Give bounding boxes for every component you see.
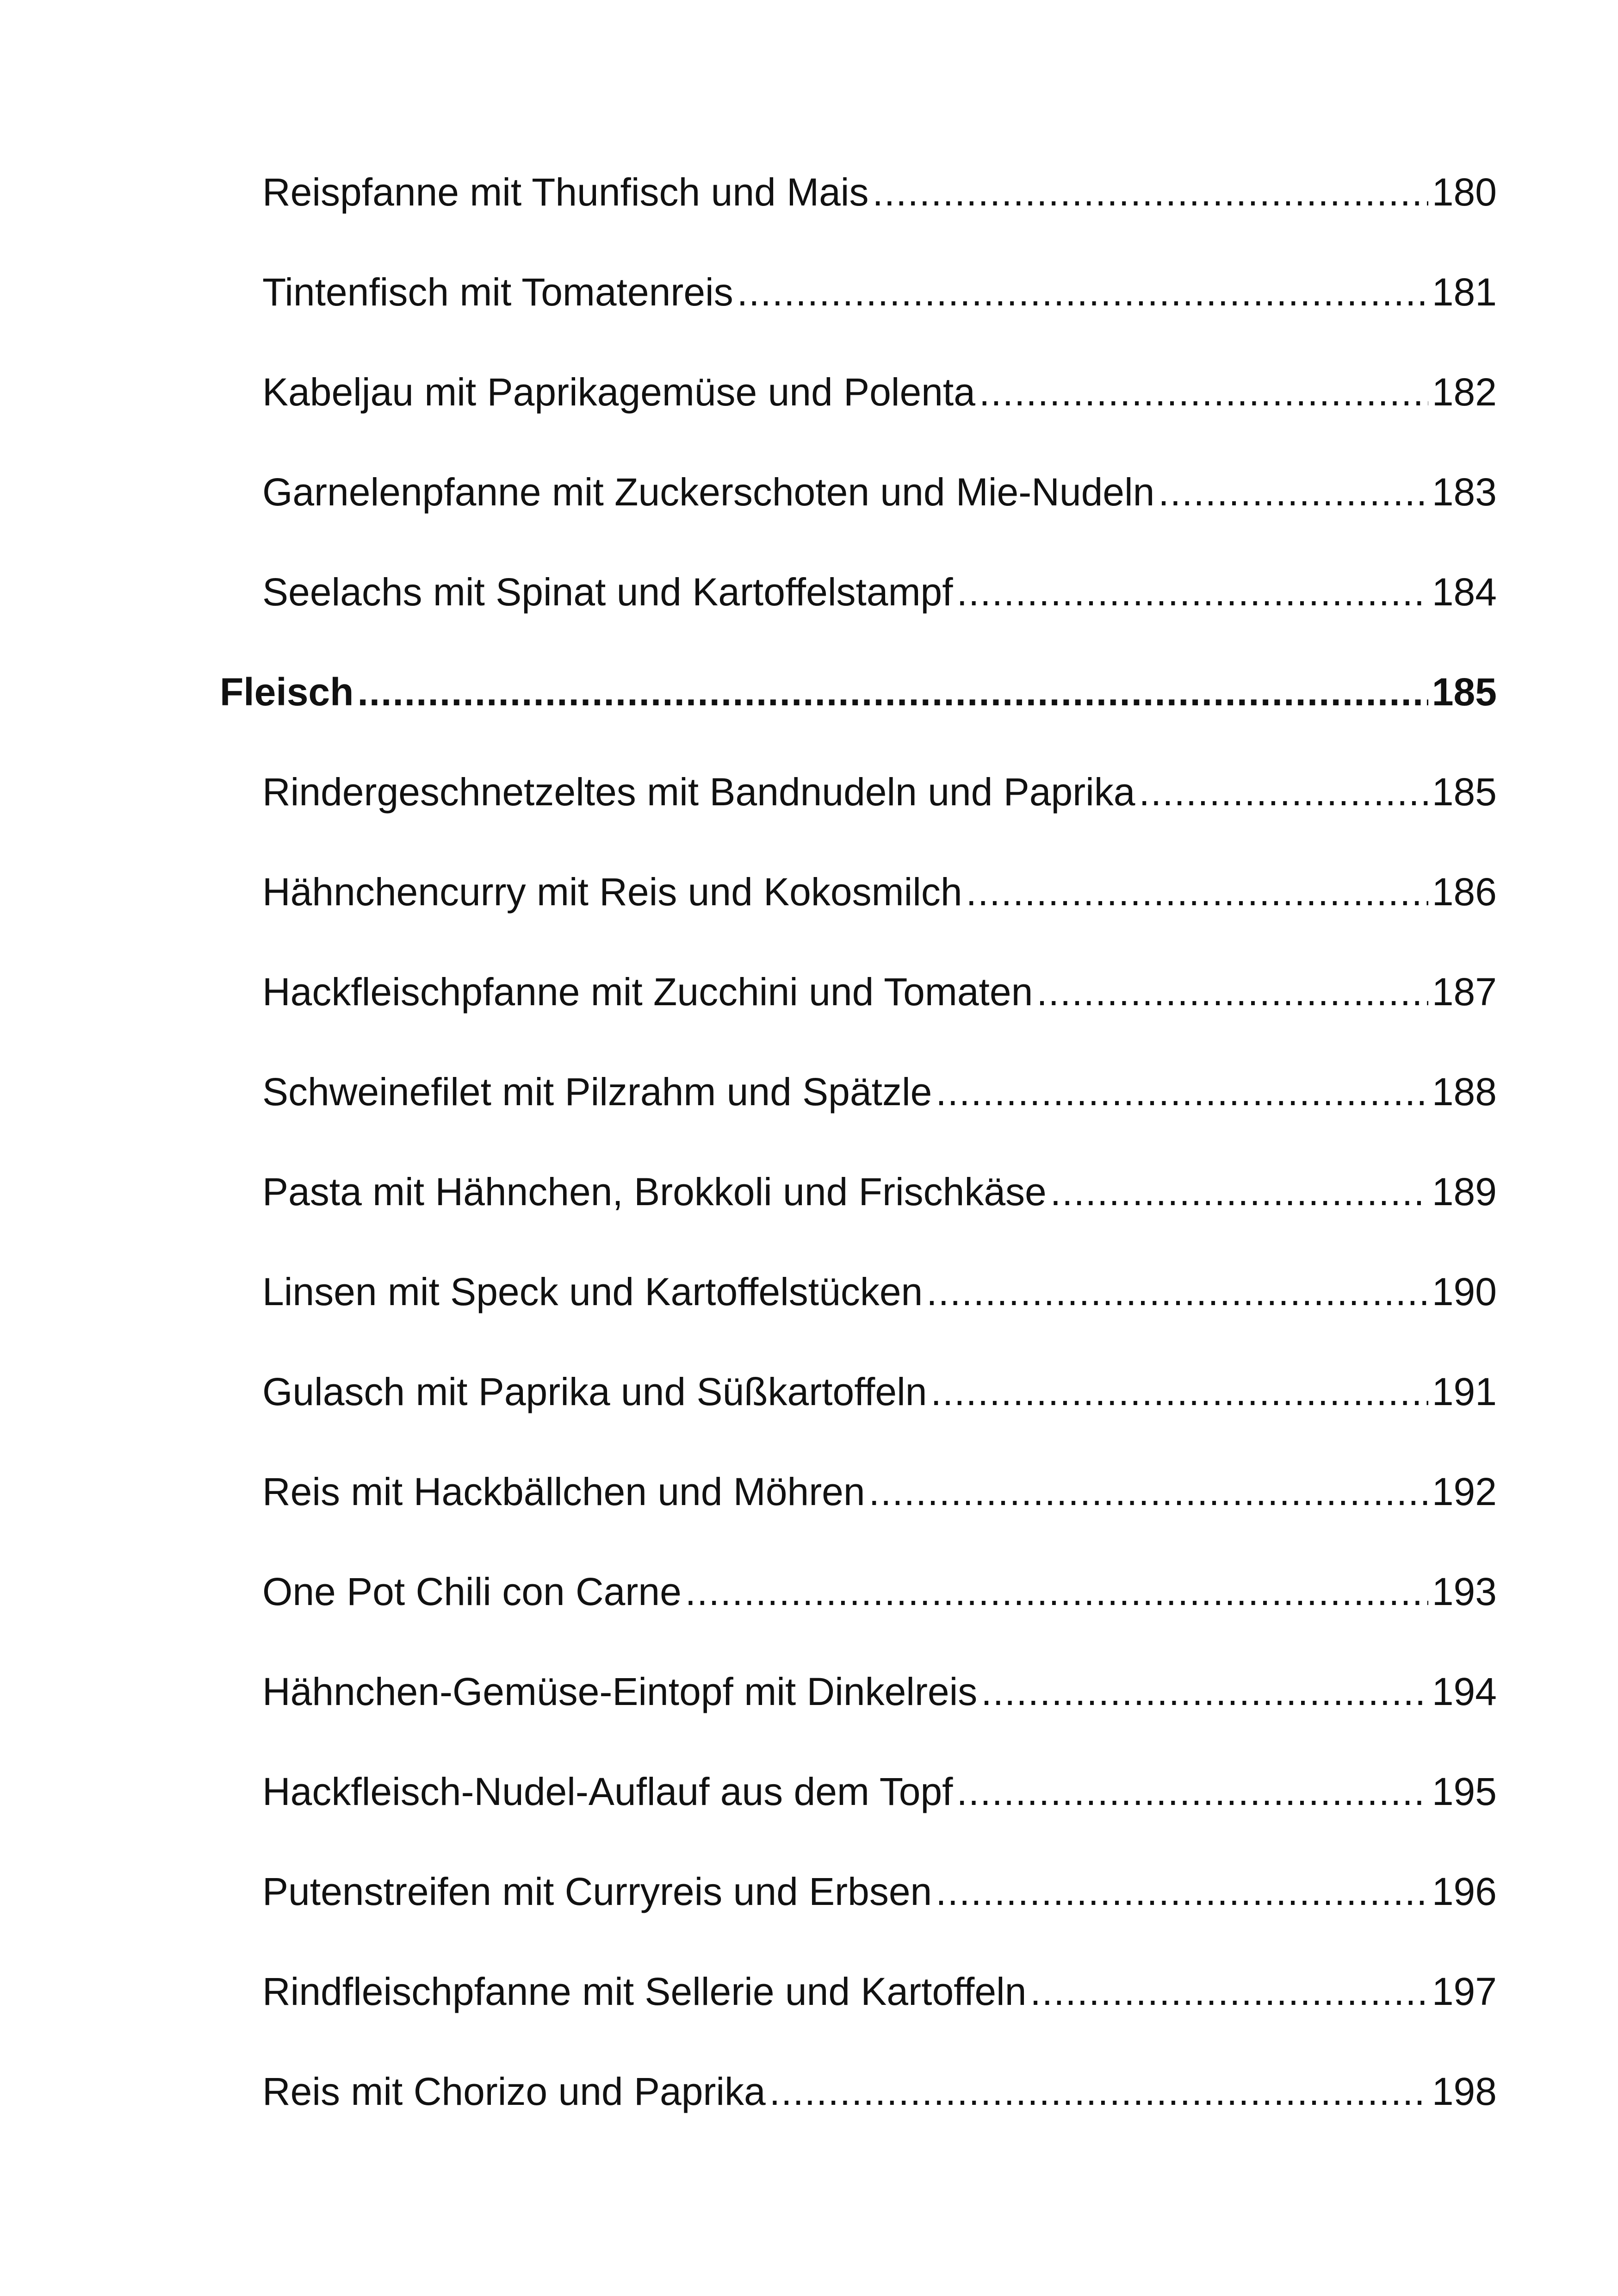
toc-dot-leader: [1036, 964, 1428, 1020]
toc-entry: [220, 464, 1497, 564]
toc-entry: [220, 264, 1497, 364]
toc-dot-leader: [926, 1264, 1428, 1319]
table-of-contents: [220, 164, 1497, 2164]
toc-entry-title: Schweinefilet mit Pilzrahm und Spätzle: [262, 1070, 932, 1114]
toc-entry-title: Reis mit Hackbällchen und Möhren: [262, 1470, 865, 1513]
toc-entry-title: Putenstreifen mit Curryreis und Erbsen: [262, 1870, 932, 1913]
toc-dot-leader: [357, 664, 1428, 720]
toc-page-number: 190: [1432, 1270, 1497, 1313]
toc-dot-leader: [957, 564, 1428, 620]
toc-entry-title: Garnelenpfanne mit Zuckerschoten und Mie-Nudeln: [262, 470, 1155, 514]
toc-page-number: 187: [1432, 970, 1497, 1014]
toc-page-number: 191: [1432, 1370, 1497, 1413]
toc-section-heading: [220, 664, 1497, 764]
toc-dot-leader: [936, 1064, 1428, 1120]
toc-entry-title: Rindfleischpfanne mit Sellerie und Kartoffeln: [262, 1970, 1027, 2013]
toc-entry: [220, 2064, 1497, 2164]
toc-entry: [220, 364, 1497, 464]
toc-entry: [220, 564, 1497, 664]
toc-entry: [220, 1164, 1497, 1264]
toc-page-number: 195: [1432, 1770, 1497, 1813]
toc-entry-title: Pasta mit Hähnchen, Brokkoli und Frischkäse: [262, 1170, 1047, 1213]
toc-page-number: 188: [1432, 1070, 1497, 1114]
toc-entry: [220, 1464, 1497, 1564]
toc-section-title: Fleisch: [220, 670, 354, 714]
toc-entry: [220, 1764, 1497, 1864]
toc-page-number: 186: [1432, 870, 1497, 914]
toc-dot-leader: [737, 264, 1428, 320]
toc-entry: [220, 164, 1497, 264]
toc-page-number: 183: [1432, 470, 1497, 514]
toc-entry: [220, 1664, 1497, 1764]
toc-dot-leader: [966, 864, 1428, 920]
toc-dot-leader: [1158, 464, 1428, 520]
toc-entry: [220, 964, 1497, 1064]
toc-page-number: 185: [1432, 670, 1497, 714]
toc-entry-title: One Pot Chili con Carne: [262, 1570, 682, 1613]
toc-entry-title: Gulasch mit Paprika und Süßkartoffeln: [262, 1370, 927, 1413]
toc-dot-leader: [872, 164, 1428, 220]
toc-page-number: 194: [1432, 1670, 1497, 1713]
toc-entry-title: Hackfleisch-Nudel-Auflauf aus dem Topf: [262, 1770, 953, 1813]
toc-page-number: 197: [1432, 1970, 1497, 2013]
toc-entry-title: Hähnchen-Gemüse-Eintopf mit Dinkelreis: [262, 1670, 978, 1713]
toc-dot-leader: [869, 1464, 1428, 1519]
toc-dot-leader: [1050, 1164, 1428, 1220]
toc-entry-title: Kabeljau mit Paprikagemüse und Polenta: [262, 370, 975, 414]
toc-entry-title: Tintenfisch mit Tomatenreis: [262, 270, 733, 314]
toc-page-number: 198: [1432, 2070, 1497, 2113]
toc-entry-title: Hähnchencurry mit Reis und Kokosmilch: [262, 870, 962, 914]
toc-dot-leader: [1030, 1964, 1428, 2019]
toc-entry: [220, 1864, 1497, 1964]
toc-dot-leader: [769, 2064, 1428, 2119]
toc-dot-leader: [931, 1364, 1428, 1419]
toc-page-number: 182: [1432, 370, 1497, 414]
toc-entry-title: Rindergeschnetzeltes mit Bandnudeln und Paprika: [262, 770, 1135, 814]
toc-dot-leader: [1139, 764, 1428, 820]
toc-entry-title: Linsen mit Speck und Kartoffelstücken: [262, 1270, 923, 1313]
toc-entry: [220, 1264, 1497, 1364]
toc-entry: [220, 1364, 1497, 1464]
toc-entry: [220, 764, 1497, 864]
toc-page-number: 189: [1432, 1170, 1497, 1213]
toc-dot-leader: [936, 1864, 1428, 1919]
toc-entry: [220, 1964, 1497, 2064]
toc-page-number: 185: [1432, 770, 1497, 814]
toc-entry: [220, 1064, 1497, 1164]
toc-dot-leader: [981, 1664, 1428, 1719]
toc-dot-leader: [979, 364, 1428, 420]
toc-page-number: 181: [1432, 270, 1497, 314]
toc-entry-title: Reis mit Chorizo und Paprika: [262, 2070, 766, 2113]
toc-page-number: 192: [1432, 1470, 1497, 1513]
toc-entry-title: Reispfanne mit Thunfisch und Mais: [262, 170, 869, 214]
toc-entry-title: Hackfleischpfanne mit Zucchini und Tomaten: [262, 970, 1033, 1014]
toc-page-number: 196: [1432, 1870, 1497, 1913]
toc-page-number: 184: [1432, 570, 1497, 614]
toc-entry: [220, 864, 1497, 964]
toc-entry: [220, 1564, 1497, 1664]
toc-entry-title: Seelachs mit Spinat und Kartoffelstampf: [262, 570, 953, 614]
toc-page-number: 180: [1432, 170, 1497, 214]
toc-dot-leader: [685, 1564, 1428, 1619]
toc-dot-leader: [957, 1764, 1428, 1819]
toc-page-number: 193: [1432, 1570, 1497, 1613]
